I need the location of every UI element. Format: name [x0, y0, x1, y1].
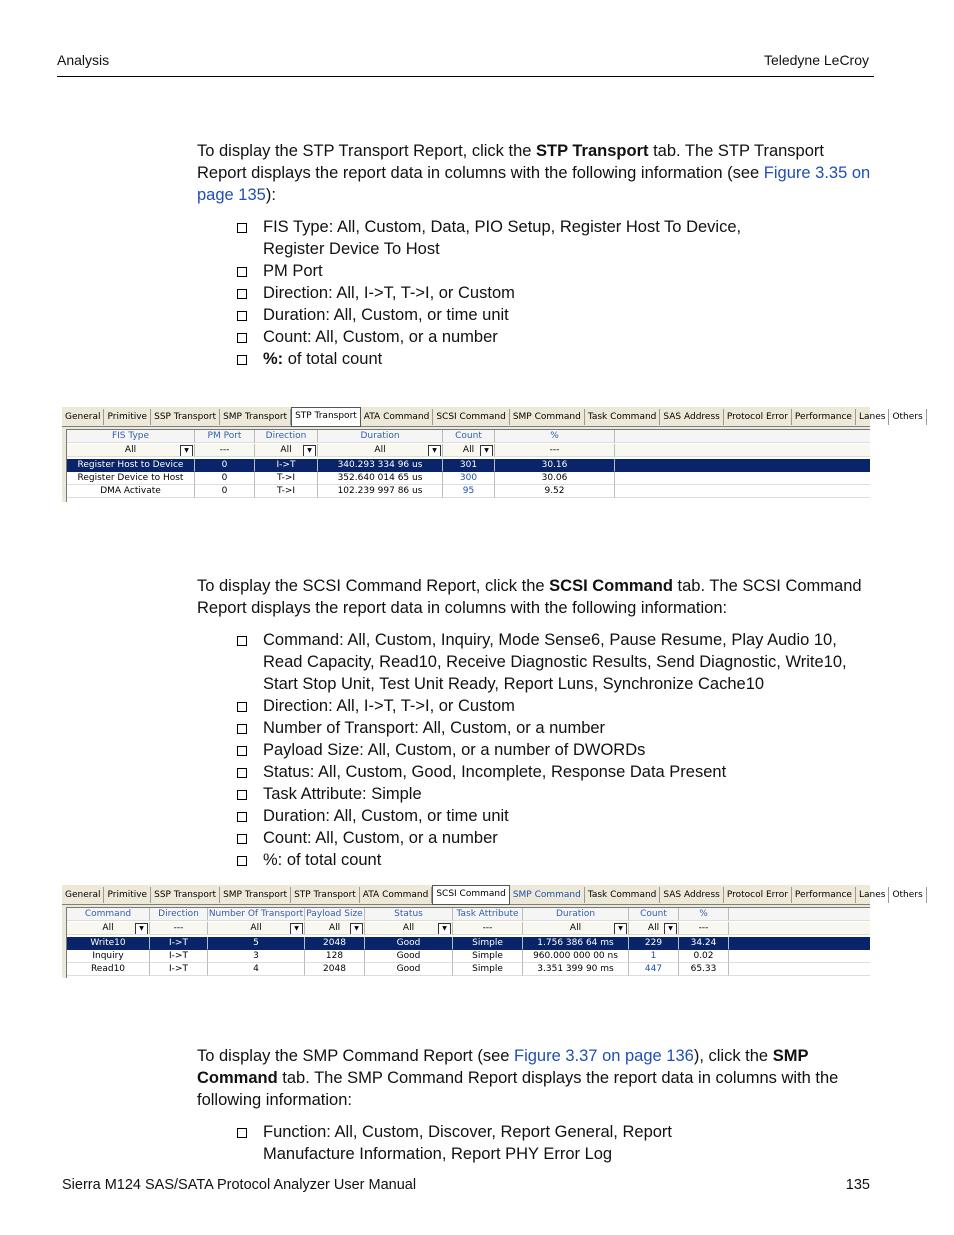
- cell-command: Write10: [67, 937, 150, 950]
- cell-count: 1: [629, 950, 679, 963]
- stp-report-grid: [66, 429, 870, 502]
- cell-: 65.33: [679, 963, 729, 976]
- cell-: 0.02: [679, 950, 729, 963]
- cell-duration: 352.640 014 65 us: [318, 472, 443, 485]
- smp-intro-bold: SMP Command: [197, 1047, 809, 1087]
- cell-status: Good: [365, 963, 453, 976]
- checkbox-bullet-icon: [237, 834, 247, 844]
- cell-number-of-transport: 4: [208, 963, 305, 976]
- checkbox-bullet-icon: [237, 289, 247, 299]
- filter-number-of-transport[interactable]: [208, 922, 305, 935]
- checkbox-bullet-icon: [237, 1128, 247, 1138]
- filter-status[interactable]: [365, 922, 453, 935]
- tab-primitive[interactable]: Primitive: [104, 409, 151, 425]
- checkbox-bullet-icon: [237, 856, 247, 866]
- scsi-intro-paragraph: [197, 575, 877, 619]
- tab-smp-transport[interactable]: SMP Transport: [220, 887, 291, 903]
- filter-direction: [150, 922, 208, 935]
- column-header-status[interactable]: Status: [365, 908, 453, 921]
- cell-direction: I->T: [255, 459, 318, 472]
- list-item: [236, 260, 783, 282]
- footer-manual-title: Sierra M124 SAS/SATA Protocol Analyzer User Manual: [62, 1177, 417, 1193]
- list-item: [236, 629, 853, 695]
- checkbox-bullet-icon: [237, 746, 247, 756]
- column-header-duration[interactable]: Duration: [318, 430, 443, 443]
- list-item: [236, 1121, 713, 1165]
- cell-direction: I->T: [150, 963, 208, 976]
- filter-row: [67, 444, 870, 457]
- empty-cell: [615, 444, 870, 457]
- checkbox-bullet-icon: [237, 311, 247, 321]
- column-header-fis-type[interactable]: FIS Type: [67, 430, 195, 443]
- header-company: Teledyne LeCroy: [763, 52, 869, 68]
- tab-lanes[interactable]: Lanes: [856, 409, 889, 425]
- tab-general[interactable]: General: [62, 409, 104, 425]
- tab-smp-command[interactable]: SMP Command: [510, 409, 585, 425]
- smp-intro-paragraph: [197, 1045, 877, 1111]
- checkbox-bullet-icon: [237, 267, 247, 277]
- empty-cell: [615, 485, 870, 498]
- cell-direction: T->I: [255, 472, 318, 485]
- filter-value: All: [250, 923, 262, 933]
- dropdown-arrow-icon[interactable]: ▼: [438, 923, 451, 935]
- scsi-report-panel: [62, 885, 923, 978]
- list-item: [236, 827, 853, 849]
- column-header-number-of-transport[interactable]: Number Of Transport: [208, 909, 304, 919]
- tab-sas-address[interactable]: SAS Address: [660, 887, 723, 903]
- column-header-task-attribute[interactable]: Task Attribute: [453, 908, 523, 921]
- table-row[interactable]: [67, 485, 870, 498]
- bullet-text: Command: All, Custom, Inquiry, Mode Sense6, Pause Resume, Play Audio 10, Read Capacity, Read10, Receive Diagnostic Results, Send Diagnostic, Write10, Start Stop Unit, Test Unit Ready, Report Luns, Synchronize Cache10: [263, 631, 847, 693]
- checkbox-bullet-icon: [237, 333, 247, 343]
- filter-value: All: [124, 445, 137, 455]
- bullet-text: Status: All, Custom, Good, Incomplete, Response Data Present: [263, 763, 727, 781]
- cell-: 9.52: [495, 485, 615, 498]
- tab-general[interactable]: General: [62, 887, 104, 903]
- checkbox-bullet-icon: [237, 790, 247, 800]
- cell-duration: 3.351 399 90 ms: [523, 963, 629, 976]
- list-item: [236, 849, 853, 871]
- checkbox-bullet-icon: [237, 768, 247, 778]
- filter-value: ---: [173, 923, 184, 933]
- filter-payload-size[interactable]: [305, 922, 365, 935]
- filter-value: ---: [482, 923, 493, 933]
- list-item: [236, 739, 853, 761]
- column-header-direction[interactable]: Direction: [255, 430, 318, 443]
- filter-duration[interactable]: [523, 922, 629, 935]
- cell-count: 229: [629, 937, 679, 950]
- dropdown-arrow-icon[interactable]: ▼: [664, 923, 677, 935]
- cell-: 34.24: [679, 937, 729, 950]
- cell-status: Good: [365, 950, 453, 963]
- dropdown-arrow-icon[interactable]: ▼: [135, 923, 148, 935]
- cell-duration: 340.293 334 96 us: [318, 459, 443, 472]
- filter-value: All: [374, 445, 386, 455]
- cell-: 30.16: [495, 459, 615, 472]
- empty-cell: [615, 459, 870, 472]
- cell-payload-size: 128: [305, 950, 365, 963]
- stp-figure-link[interactable]: Figure 3.35 on page 135: [197, 164, 871, 204]
- filter-value: ---: [549, 445, 560, 455]
- column-header-[interactable]: %: [679, 908, 729, 921]
- tab-others[interactable]: Others: [889, 887, 926, 903]
- bullet-text: Function: All, Custom, Discover, Report General, Report Manufacture Information, Report PHY Error Log: [263, 1123, 673, 1163]
- filter-value: All: [402, 923, 415, 933]
- cell-number-of-transport: 3: [208, 950, 305, 963]
- column-header-payload-size[interactable]: Payload Size: [305, 908, 365, 921]
- filter-value: All: [280, 445, 292, 455]
- filter-row: [67, 922, 870, 935]
- scsi-report-grid: [66, 907, 870, 978]
- checkbox-bullet-icon: [237, 724, 247, 734]
- tab-task-command[interactable]: Task Command: [585, 887, 661, 903]
- empty-cell: [729, 950, 870, 963]
- checkbox-bullet-icon: [237, 355, 247, 365]
- stp-intro-text-1: To display the STP Transport Report, click the: [197, 142, 537, 160]
- column-header-count[interactable]: Count: [629, 908, 679, 921]
- tab-scsi-command[interactable]: SCSI Command: [432, 885, 509, 905]
- scsi-intro-bold: SCSI Command: [549, 577, 673, 595]
- tab-smp-transport[interactable]: SMP Transport: [220, 409, 291, 425]
- filter-value: ---: [219, 445, 230, 455]
- cell-task-attribute: Simple: [453, 963, 523, 976]
- bullet-text: Duration: All, Custom, or time unit: [263, 807, 509, 825]
- column-header-duration[interactable]: Duration: [523, 908, 629, 921]
- filter-command[interactable]: [67, 922, 150, 935]
- filter-pm-port: [195, 444, 255, 457]
- list-item: [236, 282, 783, 304]
- tab-ata-command[interactable]: ATA Command: [361, 409, 434, 425]
- list-item: [236, 761, 853, 783]
- table-row[interactable]: [67, 937, 870, 950]
- tab-stp-transport[interactable]: STP Transport: [291, 887, 360, 903]
- cell-task-attribute: Simple: [453, 937, 523, 950]
- filter-fis-type[interactable]: [67, 444, 195, 457]
- cell-status: Good: [365, 937, 453, 950]
- filter-value: ---: [698, 923, 709, 933]
- cell-pm-port: 0: [195, 485, 255, 498]
- header-rule: [57, 76, 874, 77]
- bullet-text: Task Attribute: Simple: [263, 785, 422, 803]
- table-row[interactable]: [67, 459, 870, 472]
- tab-ssp-transport[interactable]: SSP Transport: [151, 409, 220, 425]
- filter-: [495, 444, 615, 457]
- stp-intro-bold: STP Transport: [536, 142, 649, 160]
- smp-figure-link[interactable]: Figure 3.37 on page 136: [514, 1047, 694, 1065]
- empty-cell: [729, 963, 870, 976]
- smp-intro-text-3: tab. The SMP Command Report displays the report data in columns with the following information:: [197, 1069, 839, 1109]
- tab-ssp-transport[interactable]: SSP Transport: [151, 887, 220, 903]
- filter-value: All: [328, 923, 341, 933]
- smp-intro-text-2: ), click the: [693, 1047, 773, 1065]
- filter-task-attribute: [453, 922, 523, 935]
- list-item: [236, 783, 853, 805]
- table-row[interactable]: [67, 472, 870, 485]
- tab-protocol-error[interactable]: Protocol Error: [724, 409, 792, 425]
- cell-fis-type: DMA Activate: [67, 485, 195, 498]
- empty-cell: [615, 430, 870, 443]
- filter-value: All: [462, 445, 475, 455]
- header-section-title: Analysis: [57, 52, 110, 68]
- scsi-intro-text-2: tab. The SCSI Command Report displays the report data in columns with the following information:: [197, 577, 862, 617]
- bullet-text: Count: All, Custom, or a number: [263, 328, 498, 346]
- column-header-row: [67, 430, 870, 443]
- bullet-text: of total count: [283, 350, 383, 368]
- stp-intro-paragraph: [197, 140, 877, 206]
- cell-duration: 960.000 000 00 ns: [523, 950, 629, 963]
- cell-count: 301: [443, 459, 495, 472]
- list-item: [236, 326, 783, 348]
- filter-duration[interactable]: [318, 444, 443, 457]
- table-row[interactable]: [67, 963, 870, 976]
- dropdown-arrow-icon[interactable]: ▼: [350, 923, 363, 935]
- list-item: [236, 348, 783, 370]
- report-tab-bar: [62, 407, 923, 427]
- tab-ata-command[interactable]: ATA Command: [360, 887, 433, 903]
- report-tab-bar: [62, 885, 923, 905]
- stp-intro-text-2: tab. The STP Transport Report displays the report data in columns with the following information (see: [197, 142, 824, 182]
- list-item: [236, 216, 783, 260]
- dropdown-arrow-icon[interactable]: ▼: [480, 445, 493, 457]
- filter-value: All: [102, 923, 114, 933]
- empty-cell: [729, 908, 870, 921]
- column-header-[interactable]: %: [495, 430, 615, 443]
- cell-pm-port: 0: [195, 472, 255, 485]
- cell-pm-port: 0: [195, 459, 255, 472]
- list-item: [236, 717, 853, 739]
- cell-direction: T->I: [255, 485, 318, 498]
- checkbox-bullet-icon: [237, 223, 247, 233]
- column-header-row: [67, 908, 870, 921]
- tab-sas-address[interactable]: SAS Address: [660, 409, 723, 425]
- cell-direction: I->T: [150, 937, 208, 950]
- dropdown-arrow-icon[interactable]: ▼: [290, 923, 303, 935]
- cell-payload-size: 2048: [305, 963, 365, 976]
- dropdown-arrow-icon[interactable]: ▼: [303, 445, 316, 457]
- filter-direction[interactable]: [255, 444, 318, 457]
- cell-: 30.06: [495, 472, 615, 485]
- column-header-pm-port[interactable]: PM Port: [195, 430, 255, 443]
- bullet-text: Direction: All, I->T, T->I, or Custom: [263, 284, 515, 302]
- filter-value: All: [647, 923, 660, 933]
- stp-report-panel: [62, 407, 923, 502]
- filter-: [679, 922, 729, 935]
- empty-cell: [729, 922, 870, 935]
- dropdown-arrow-icon[interactable]: ▼: [180, 445, 193, 457]
- tab-protocol-error[interactable]: Protocol Error: [724, 887, 792, 903]
- bullet-text: Duration: All, Custom, or time unit: [263, 306, 509, 324]
- stp-bullet-list: [236, 216, 783, 370]
- scsi-bullet-list: [236, 629, 853, 871]
- tab-task-command[interactable]: Task Command: [585, 409, 661, 425]
- tab-lanes[interactable]: Lanes: [856, 887, 889, 903]
- dropdown-arrow-icon[interactable]: ▼: [428, 445, 441, 457]
- empty-cell: [615, 472, 870, 485]
- bullet-text: Count: All, Custom, or a number: [263, 829, 498, 847]
- cell-count: 300: [443, 472, 495, 485]
- cell-fis-type: Register Device to Host: [67, 472, 195, 485]
- list-item: [236, 695, 853, 717]
- tab-smp-command[interactable]: SMP Command: [510, 887, 585, 903]
- filter-count[interactable]: [443, 444, 495, 457]
- empty-cell: [729, 937, 870, 950]
- checkbox-bullet-icon: [237, 702, 247, 712]
- cell-payload-size: 2048: [305, 937, 365, 950]
- tab-stp-transport[interactable]: STP Transport: [291, 407, 361, 427]
- footer-page-number: 135: [845, 1177, 870, 1193]
- bullet-text: Number of Transport: All, Custom, or a number: [263, 719, 606, 737]
- cell-duration: 1.756 386 64 ms: [523, 937, 629, 950]
- bullet-text: PM Port: [263, 262, 323, 280]
- cell-count: 95: [443, 485, 495, 498]
- checkbox-bullet-icon: [237, 812, 247, 822]
- table-row[interactable]: [67, 950, 870, 963]
- cell-direction: I->T: [150, 950, 208, 963]
- cell-count: 447: [629, 963, 679, 976]
- cell-command: Inquiry: [67, 950, 150, 963]
- smp-bullet-list: [236, 1121, 713, 1165]
- dropdown-arrow-icon[interactable]: ▼: [614, 923, 627, 935]
- stp-intro-text-3: ):: [265, 186, 276, 204]
- tab-primitive[interactable]: Primitive: [104, 887, 151, 903]
- bullet-text: FIS Type: All, Custom, Data, PIO Setup, Register Host To Device, Register Device To Host: [263, 218, 742, 258]
- tab-performance[interactable]: Performance: [792, 409, 856, 425]
- bullet-bold: %:: [263, 350, 284, 368]
- filter-value: All: [569, 923, 582, 933]
- scsi-intro-text-1: To display the SCSI Command Report, click the: [197, 577, 550, 595]
- checkbox-bullet-icon: [237, 636, 247, 646]
- smp-intro-text-1: To display the SMP Command Report (see: [197, 1047, 515, 1065]
- filter-count[interactable]: [629, 922, 679, 935]
- list-item: [236, 304, 783, 326]
- column-header-direction[interactable]: Direction: [150, 908, 208, 921]
- tab-scsi-command[interactable]: SCSI Command: [433, 409, 509, 425]
- list-item: [236, 805, 853, 827]
- cell-number-of-transport: 5: [208, 937, 305, 950]
- bullet-text: Payload Size: All, Custom, or a number of DWORDs: [263, 741, 646, 759]
- tab-others[interactable]: Others: [889, 409, 926, 425]
- cell-duration: 102.239 997 86 us: [318, 485, 443, 498]
- column-header-command[interactable]: Command: [67, 908, 150, 921]
- bullet-text: %: of total count: [263, 851, 382, 869]
- cell-fis-type: Register Host to Device: [67, 459, 195, 472]
- bullet-text: Direction: All, I->T, T->I, or Custom: [263, 697, 515, 715]
- cell-command: Read10: [67, 963, 150, 976]
- column-header-count[interactable]: Count: [443, 430, 495, 443]
- tab-performance[interactable]: Performance: [792, 887, 856, 903]
- cell-task-attribute: Simple: [453, 950, 523, 963]
